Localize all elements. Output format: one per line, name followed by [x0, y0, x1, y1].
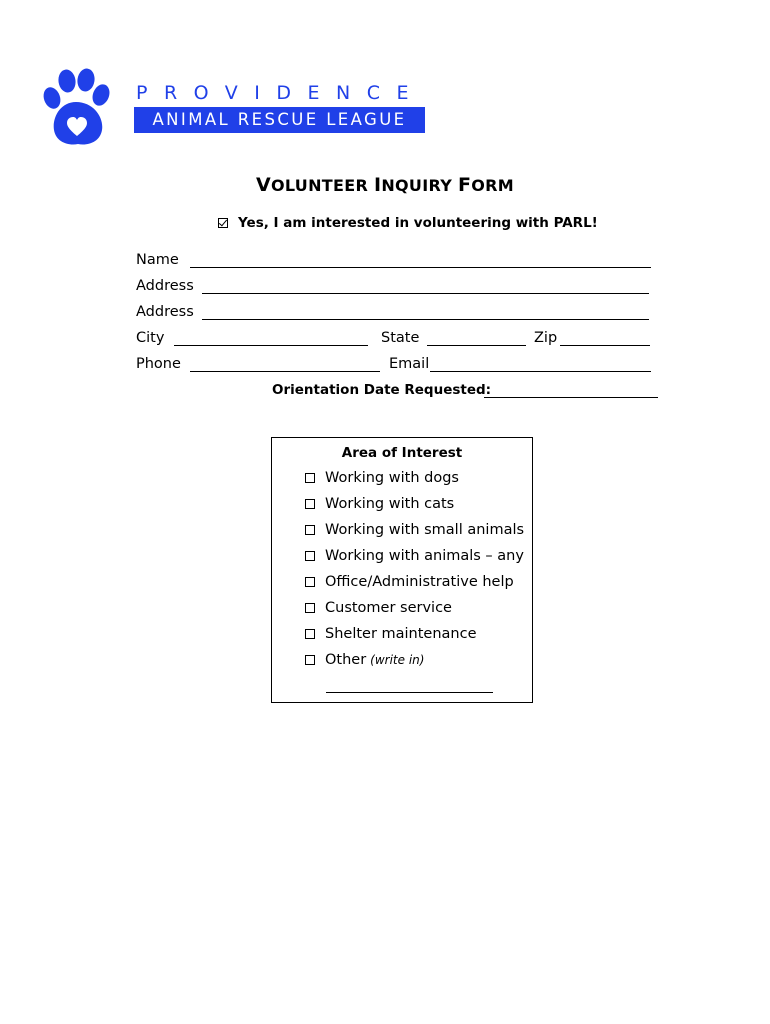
checkbox[interactable] [305, 473, 315, 483]
option-label: Working with dogs [325, 470, 459, 486]
interest-option-other[interactable] [305, 650, 424, 670]
title-initial-f: F [457, 174, 472, 196]
checkbox[interactable] [305, 629, 315, 639]
org-name-top: PROVIDENCE [136, 82, 426, 104]
volunteer-interest-checkbox[interactable] [218, 218, 228, 228]
option-label: Working with cats [325, 496, 455, 512]
option-label: Working with small animals [325, 522, 525, 538]
title-word-orm: ORM [471, 176, 515, 195]
title-word-nquiry: NQUIRY [381, 176, 458, 195]
area-of-interest-box [271, 437, 533, 703]
phone-field[interactable] [190, 371, 380, 372]
city-field[interactable] [174, 345, 368, 346]
address2-label: Address [136, 304, 194, 320]
address2-field[interactable] [202, 319, 649, 320]
write-in-hint: (write in) [370, 653, 425, 667]
title-word-olunteer: OLUNTEER [270, 176, 374, 195]
option-label: Working with animals – any [325, 548, 524, 564]
volunteer-interest-line [218, 215, 598, 231]
name-label: Name [136, 252, 179, 268]
address2-row [136, 302, 652, 322]
email-label: Email [389, 356, 430, 372]
title-initial-v: V [255, 174, 271, 196]
org-name-bottom: ANIMAL RESCUE LEAGUE [134, 107, 425, 133]
interest-option-small-animals[interactable] [305, 520, 524, 540]
option-label: Shelter maintenance [325, 626, 477, 642]
option-label: Other [325, 652, 367, 668]
interest-option-animals-any[interactable] [305, 546, 524, 566]
interest-option-customer-service[interactable] [305, 598, 452, 618]
email-field[interactable] [430, 371, 651, 372]
orientation-date-field[interactable] [484, 397, 658, 398]
area-of-interest-title: Area of Interest [341, 445, 463, 461]
page-title [0, 174, 770, 196]
checkbox[interactable] [305, 499, 315, 509]
interest-option-office[interactable] [305, 572, 514, 592]
interest-option-dogs[interactable] [305, 468, 459, 488]
city-label: City [136, 330, 165, 346]
phone-email-row [136, 354, 652, 374]
zip-field[interactable] [560, 345, 650, 346]
address1-row [136, 276, 652, 296]
checkbox[interactable] [305, 551, 315, 561]
phone-label: Phone [136, 356, 181, 372]
name-field[interactable] [190, 267, 651, 268]
state-field[interactable] [427, 345, 526, 346]
address1-field[interactable] [202, 293, 649, 294]
name-row [136, 250, 652, 270]
other-write-in-field[interactable] [326, 692, 493, 693]
option-label: Customer service [325, 600, 452, 616]
state-label: State [381, 330, 420, 346]
zip-label: Zip [534, 330, 558, 346]
address1-label: Address [136, 278, 194, 294]
checkbox[interactable] [305, 577, 315, 587]
option-label: Office/Administrative help [325, 574, 514, 590]
paw-heart-icon [38, 68, 118, 148]
city-state-zip-row [136, 328, 652, 348]
volunteer-interest-label: Yes, I am interested in volunteering with PARL! [238, 215, 598, 231]
checkbox[interactable] [305, 525, 315, 535]
checkbox[interactable] [305, 655, 315, 665]
checkbox[interactable] [305, 603, 315, 613]
interest-option-shelter-maintenance[interactable] [305, 624, 477, 644]
org-logo [38, 68, 438, 148]
orientation-date-label: Orientation Date Requested: [272, 382, 492, 398]
title-initial-i: I [373, 174, 382, 196]
interest-option-cats[interactable] [305, 494, 454, 514]
